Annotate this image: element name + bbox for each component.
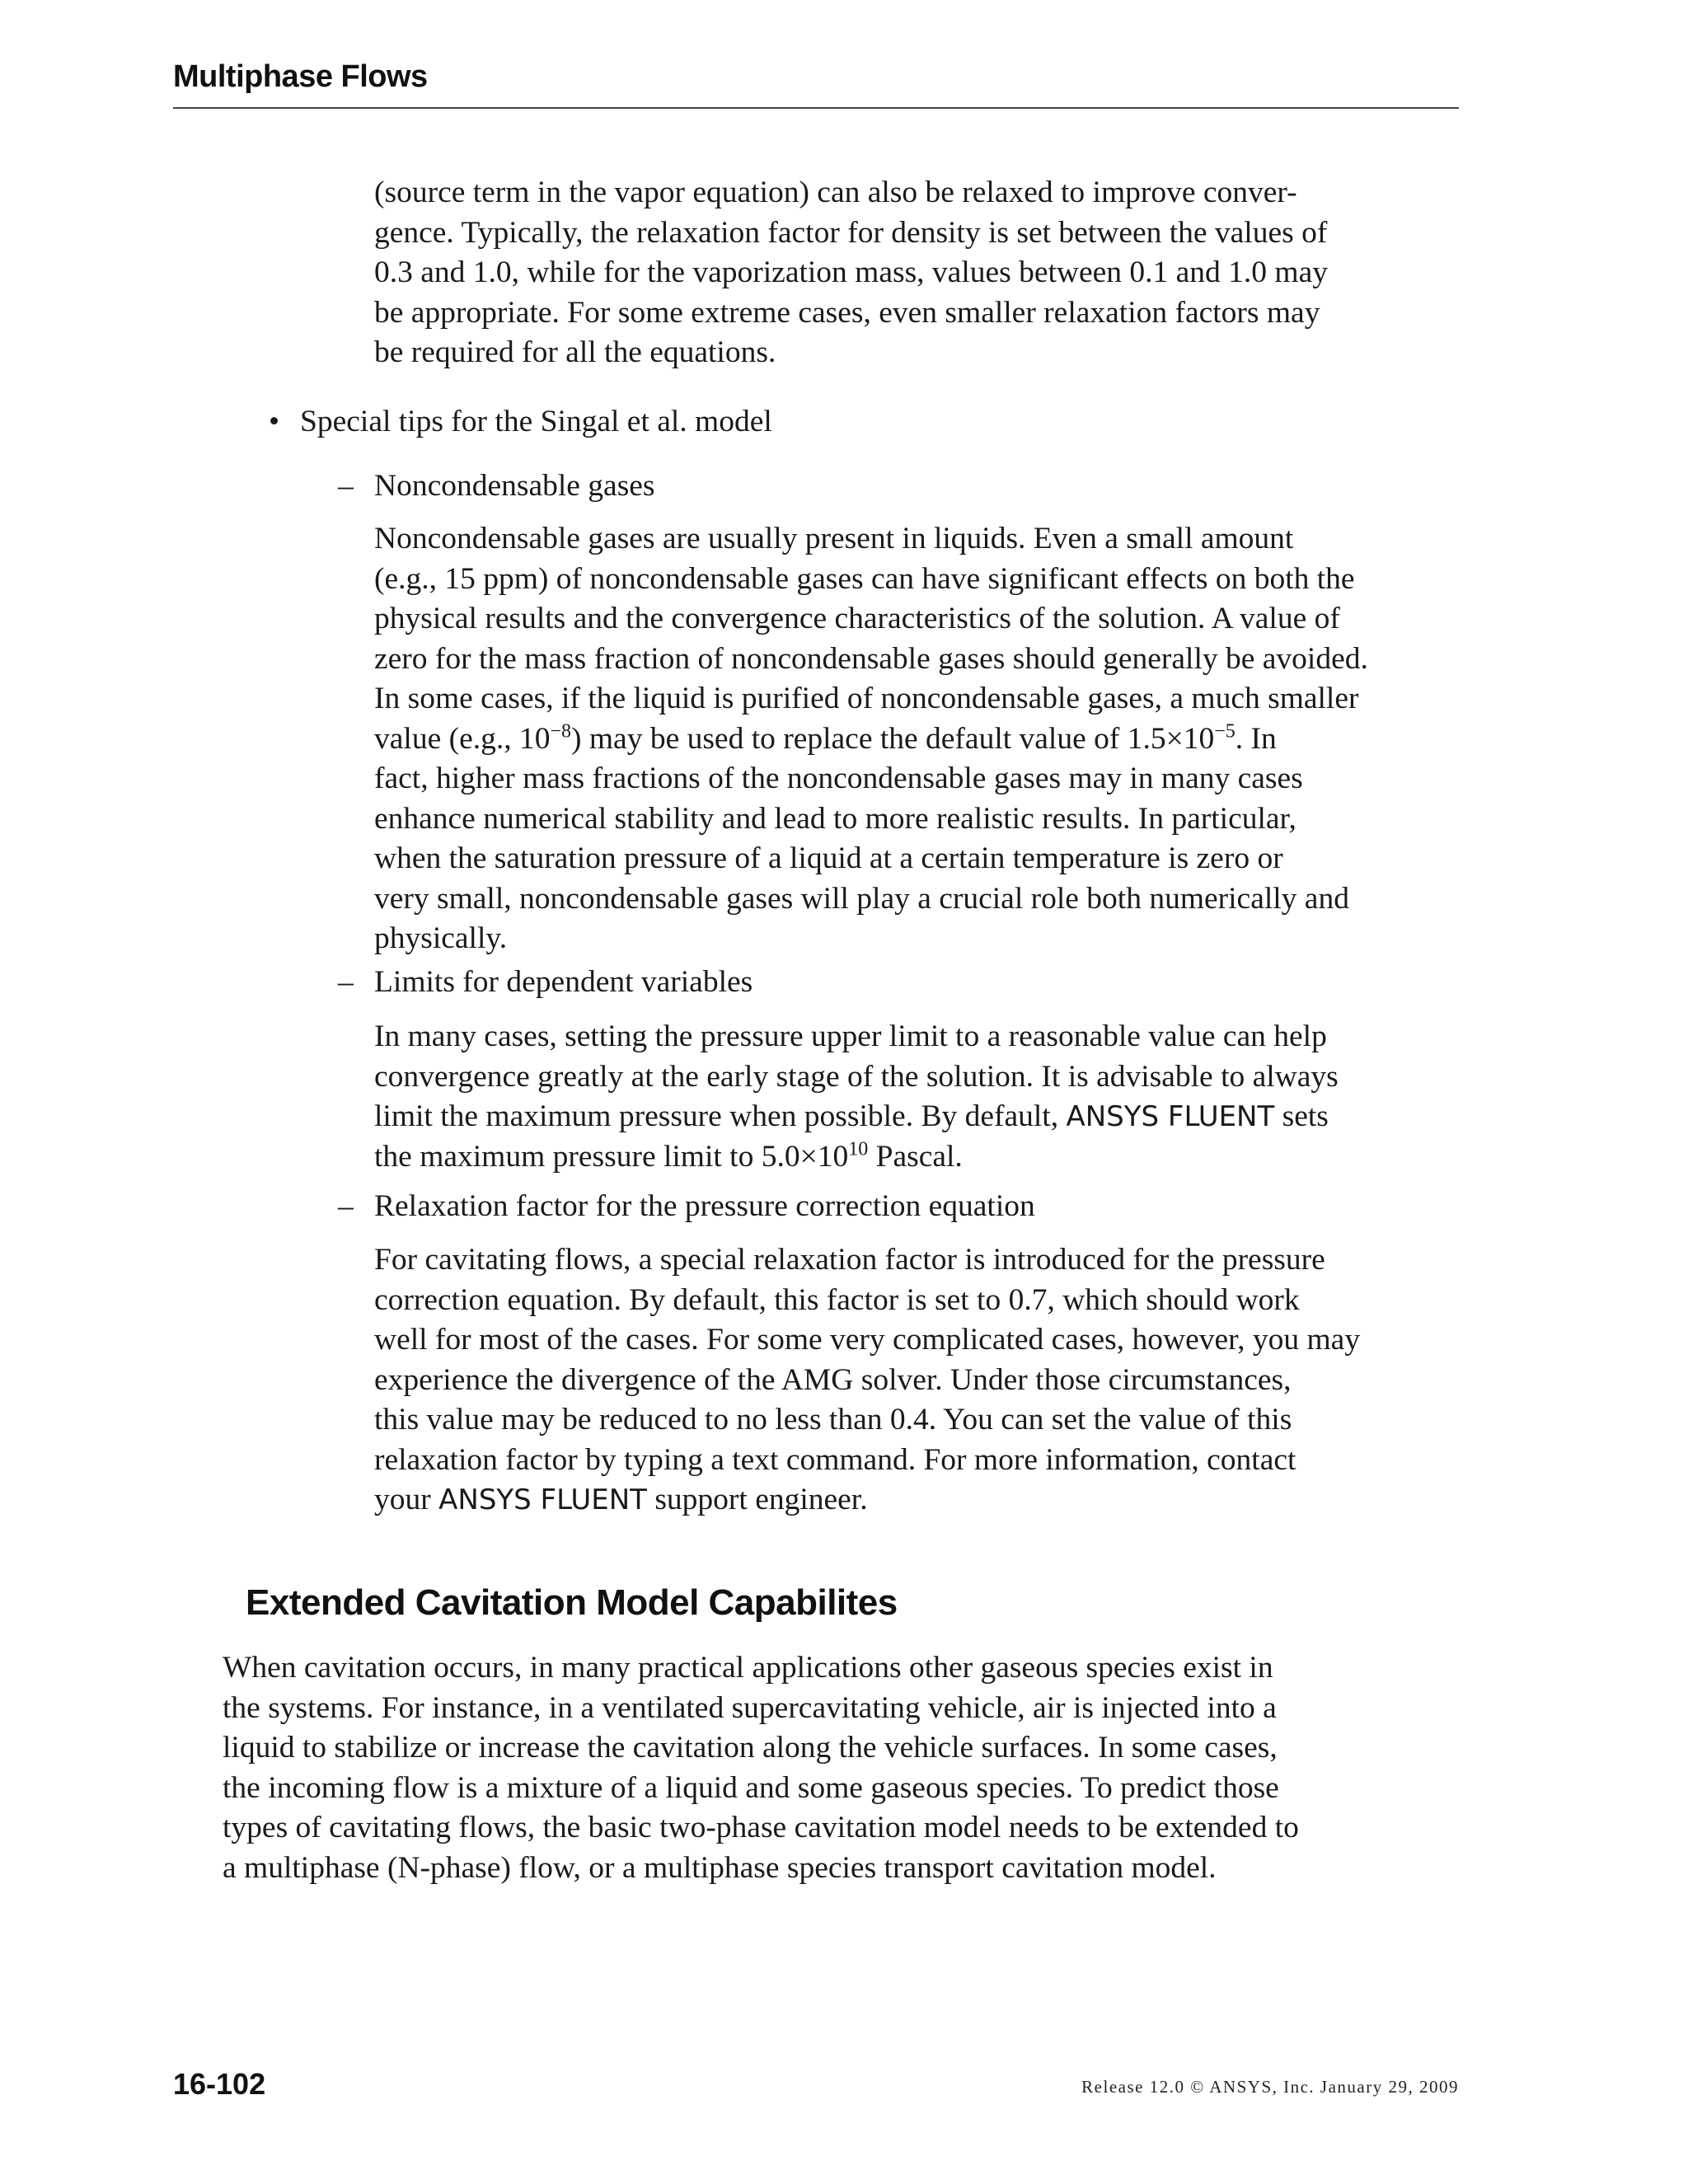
text-line: physically. (374, 921, 508, 955)
text-line: For cavitating flows, a special relaxation factor is introduced for the pressure (374, 1243, 1325, 1277)
text-line: convergence greatly at the early stage of the solution. It is advisable to always (374, 1059, 1339, 1094)
text-line: be required for all the equations. (374, 335, 776, 369)
release-footer: Release 12.0 © ANSYS, Inc. January 29, 2009 (1081, 2077, 1459, 2097)
text-line: physical results and the convergence characteristics of the solution. A value of (374, 602, 1340, 635)
page-number: 16-102 (173, 2067, 266, 2101)
product-name: ANSYS FLUENT (1066, 1100, 1275, 1133)
text-line: types of cavitating flows, the basic two-phase cavitation model needs to be extended to (223, 1811, 1299, 1844)
section-heading: Extended Cavitation Model Capabilites (246, 1582, 898, 1623)
text-line: gence. Typically, the relaxation factor for density is set between the values of (374, 215, 1328, 250)
subitem-title: Limits for dependent variables (374, 965, 753, 999)
text-line-with-product (374, 1480, 1459, 1521)
text-line: the incoming flow is a mixture of a liquid and some gaseous species. To predict those (223, 1770, 1279, 1805)
bullet-label: Special tips for the Singal et al. model (300, 405, 772, 438)
dash-icon: – (338, 965, 354, 999)
text-fragment: your (374, 1483, 439, 1516)
text-line: (e.g., 15 ppm) of noncondensable gases can have significant effects on both the (374, 561, 1355, 596)
running-header: Multiphase Flows (173, 59, 428, 94)
text-line: liquid to stabilize or increase the cavitation along the vehicle surfaces. In some cases, (223, 1731, 1278, 1765)
text-line: zero for the mass fraction of noncondensable gases should generally be avoided. (374, 641, 1368, 676)
text-line: In many cases, setting the pressure upper limit to a reasonable value can help (374, 1019, 1327, 1053)
product-name: ANSYS FLUENT (438, 1483, 647, 1516)
text-line: when the saturation pressure of a liquid at a certain temperature is zero or (374, 841, 1283, 875)
intro-paragraph (374, 173, 1459, 373)
exponent: −5 (1214, 720, 1236, 742)
limits-paragraph (374, 1017, 1459, 1177)
exponent: −8 (550, 720, 572, 742)
subitem-title: Noncondensable gases (374, 469, 655, 503)
text-line: (source term in the vapor equation) can also be relaxed to improve conver- (374, 176, 1297, 209)
text-line: 0.3 and 1.0, while for the vaporization mass, values between 0.1 and 1.0 may (374, 255, 1328, 289)
text-line: enhance numerical stability and lead to more realistic results. In particular, (374, 801, 1296, 836)
subitem-title: Relaxation factor for the pressure correction equation (374, 1189, 1035, 1223)
text-fragment: support engineer. (646, 1483, 868, 1516)
text-line: correction equation. By default, this factor is set to 0.7, which should work (374, 1282, 1300, 1317)
text-line-with-exponents (374, 719, 1459, 760)
text-fragment: value (e.g., 10 (374, 721, 551, 756)
text-line: fact, higher mass fractions of the noncondensable gases may in many cases (374, 762, 1303, 795)
text-line: the systems. For instance, in a ventilated supercavitating vehicle, air is injected into a (223, 1690, 1277, 1725)
text-line-with-exponent (374, 1137, 1459, 1178)
text-fragment: the maximum pressure limit to 5.0×10 (374, 1139, 849, 1174)
text-fragment: sets (1274, 1099, 1329, 1133)
text-line: be appropriate. For some extreme cases, even smaller relaxation factors may (374, 295, 1320, 330)
text-fragment: . In (1235, 721, 1277, 756)
exponent: 10 (848, 1138, 869, 1160)
bullet-icon: • (269, 405, 280, 438)
text-line: When cavitation occurs, in many practical applications other gaseous species exist in (223, 1651, 1273, 1685)
text-fragment: ) may be used to replace the default value of 1.5×10 (571, 721, 1215, 756)
text-line: this value may be reduced to no less than 0.4. You can set the value of this (374, 1403, 1292, 1436)
dash-icon: – (338, 1189, 354, 1223)
text-line: In some cases, if the liquid is purified of noncondensable gases, a much smaller (374, 682, 1359, 715)
header-divider (173, 107, 1459, 109)
noncondensable-paragraph (374, 519, 1459, 959)
text-line: well for most of the cases. For some very complicated cases, however, you may (374, 1323, 1361, 1357)
text-line: a multiphase (N-phase) flow, or a multiphase species transport cavitation model. (223, 1850, 1217, 1885)
text-line: very small, noncondensable gases will play a crucial role both numerically and (374, 881, 1349, 916)
dash-icon: – (338, 469, 354, 503)
text-line: relaxation factor by typing a text command. For more information, contact (374, 1442, 1296, 1477)
relaxation-paragraph (374, 1240, 1459, 1521)
text-line-with-product (374, 1097, 1459, 1137)
text-line: experience the divergence of the AMG solver. Under those circumstances, (374, 1362, 1292, 1397)
text-line: Noncondensable gases are usually present in liquids. Even a small amount (374, 522, 1294, 555)
text-fragment: limit the maximum pressure when possible. By default, (374, 1099, 1067, 1133)
section-paragraph (223, 1648, 1459, 1888)
text-fragment: Pascal. (868, 1139, 963, 1174)
